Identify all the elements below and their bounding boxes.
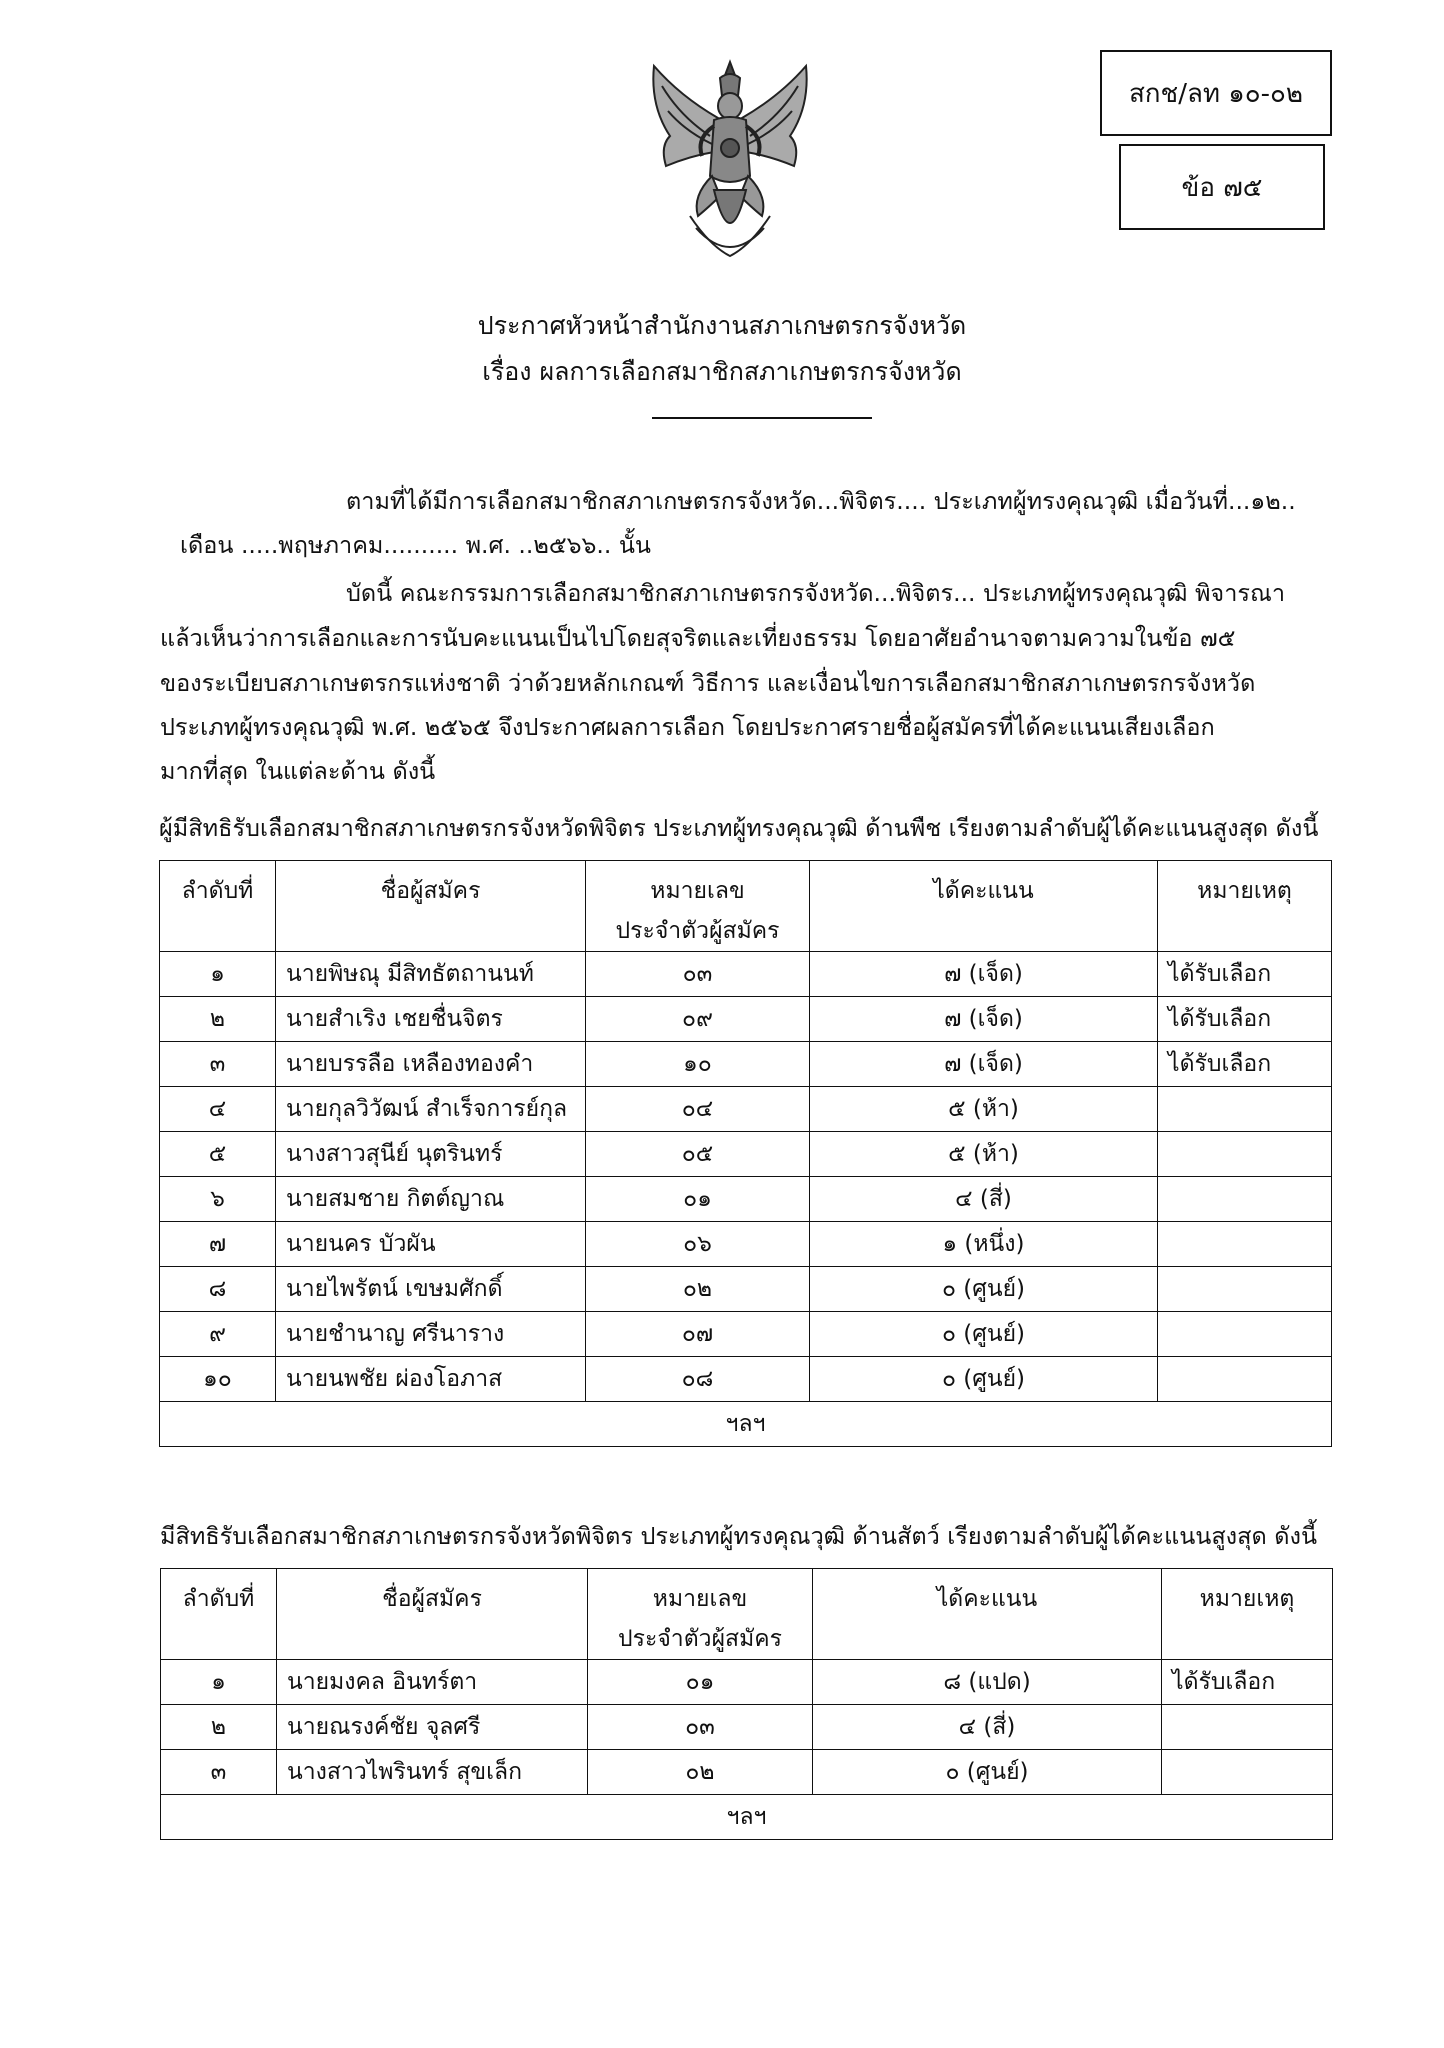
cell-remark (1158, 1267, 1332, 1312)
cell-number: ๐๑ (586, 1177, 810, 1222)
clause-box (1119, 144, 1325, 230)
cell-name: นายชำนาญ ศรีนาราง (276, 1312, 586, 1357)
cell-rank: ๖ (160, 1177, 276, 1222)
header-number-line-2: ประจำตัวผู้สมัคร (615, 918, 780, 944)
cell-score: ๔ (สี่) (810, 1177, 1158, 1222)
cell-score: ๑ (หนึ่ง) (810, 1222, 1158, 1267)
table-row (160, 1132, 1332, 1177)
cell-remark (1158, 1222, 1332, 1267)
cell-score: ๐ (ศูนย์) (810, 1312, 1158, 1357)
cell-remark: ได้รับเลือก (1158, 952, 1332, 997)
cell-number: ๐๗ (586, 1312, 810, 1357)
cell-rank: ๑ (160, 952, 276, 997)
cell-remark (1162, 1705, 1333, 1750)
cell-rank: ๑ (161, 1660, 277, 1705)
table-row (161, 1750, 1333, 1795)
header-rank: ลำดับที่ (161, 1569, 277, 1660)
cell-remark: ได้รับเลือก (1158, 997, 1332, 1042)
header-number-line-1: หมายเลข (650, 878, 745, 904)
cell-score: ๐ (ศูนย์) (810, 1267, 1158, 1312)
cell-remark: ได้รับเลือก (1162, 1660, 1333, 1705)
cell-score: ๐ (ศูนย์) (813, 1750, 1162, 1795)
cell-score: ๐ (ศูนย์) (810, 1357, 1158, 1402)
cell-name: นายสมชาย กิตต์ญาณ (276, 1177, 586, 1222)
header-number (588, 1569, 813, 1660)
table-row (160, 1177, 1332, 1222)
cell-score: ๔ (สี่) (813, 1705, 1162, 1750)
cell-remark (1162, 1750, 1333, 1795)
cell-name: นางสาวสุนีย์ นุตรินทร์ (276, 1132, 586, 1177)
cell-name: นายนพชัย ผ่องโอภาส (276, 1357, 586, 1402)
paragraph-2-line-4: ประเภทผู้ทรงคุณวุฒิ พ.ศ. ๒๕๖๕ จึงประกาศผลการเลือก โดยประกาศรายชื่อผู้สมัครที่ได้คะแนนเสียงเลือก (160, 713, 1215, 741)
cell-score: ๗ (เจ็ด) (810, 952, 1158, 997)
table-row (160, 1042, 1332, 1087)
header-score: ได้คะแนน (813, 1569, 1162, 1660)
table-row (161, 1705, 1333, 1750)
header-score: ได้คะแนน (810, 861, 1158, 952)
cell-name: นายกุลวิวัฒน์ สำเร็จการย์กุล (276, 1087, 586, 1132)
results-table-plants (159, 860, 1332, 1447)
cell-name: นายไพรัตน์ เขษมศักดิ์ (276, 1267, 586, 1312)
cell-number: ๐๙ (586, 997, 810, 1042)
cell-score: ๕ (ห้า) (810, 1132, 1158, 1177)
cell-name: นางสาวไพรินทร์ สุขเล็ก (277, 1750, 588, 1795)
cell-rank: ๓ (161, 1750, 277, 1795)
paragraph-2-line-2: แล้วเห็นว่าการเลือกและการนับคะแนนเป็นไปโดยสุจริตและเที่ยงธรรม โดยอาศัยอำนาจตามความในข้อ ๗๕ (160, 624, 1236, 652)
cell-number: ๐๘ (586, 1357, 810, 1402)
cell-number: ๐๖ (586, 1222, 810, 1267)
cell-name: นายบรรลือ เหลืองทองคำ (276, 1042, 586, 1087)
table-header-row (160, 861, 1332, 952)
header-remark: หมายเหตุ (1158, 861, 1332, 952)
table-row (160, 1222, 1332, 1267)
section-1-caption: ผู้มีสิทธิรับเลือกสมาชิกสภาเกษตรกรจังหวัดพิจิตร ประเภทผู้ทรงคุณวุฒิ ด้านพืช เรียงตามลำดับผู้ได้คะแนนสูงสุด ดังนี้ (159, 814, 1319, 842)
document-subject: เรื่อง ผลการเลือกสมาชิกสภาเกษตรกรจังหวัด (482, 357, 962, 386)
header-name: ชื่อผู้สมัคร (276, 861, 586, 952)
cell-score: ๗ (เจ็ด) (810, 1042, 1158, 1087)
cell-rank: ๔ (160, 1087, 276, 1132)
cell-number: ๐๕ (586, 1132, 810, 1177)
table-row (160, 952, 1332, 997)
cell-name: นายพิษณุ มีสิทธัตถานนท์ (276, 952, 586, 997)
table-etc-row (161, 1795, 1333, 1840)
cell-number: ๐๒ (586, 1267, 810, 1312)
cell-name: นายณรงค์ชัย จุลศรี (277, 1705, 588, 1750)
paragraph-2-line-3: ของระเบียบสภาเกษตรกรแห่งชาติ ว่าด้วยหลักเกณฑ์ วิธีการ และเงื่อนไขการเลือกสมาชิกสภาเกษตรกรจังหวัด (160, 669, 1256, 697)
header-name: ชื่อผู้สมัคร (277, 1569, 588, 1660)
cell-number: ๐๔ (586, 1087, 810, 1132)
cell-score: ๕ (ห้า) (810, 1087, 1158, 1132)
paragraph-1-line-2: เดือน .....พฤษภาคม.......... พ.ศ. ..๒๕๖๖.. นั้น (180, 531, 651, 559)
cell-remark (1158, 1087, 1332, 1132)
etc-cell: ฯลฯ (160, 1402, 1332, 1447)
cell-number: ๐๓ (588, 1705, 813, 1750)
cell-number: ๐๓ (586, 952, 810, 997)
cell-remark (1158, 1132, 1332, 1177)
clause-label: ข้อ ๗๕ (1181, 172, 1263, 203)
results-table-animals (160, 1568, 1333, 1840)
cell-rank: ๗ (160, 1222, 276, 1267)
document-title: ประกาศหัวหน้าสำนักงานสภาเกษตรกรจังหวัด (477, 311, 967, 340)
table-etc-row (160, 1402, 1332, 1447)
form-code-box (1100, 50, 1332, 136)
header-rank: ลำดับที่ (160, 861, 276, 952)
cell-rank: ๙ (160, 1312, 276, 1357)
cell-name: นายนคร บัวผัน (276, 1222, 586, 1267)
cell-rank: ๑๐ (160, 1357, 276, 1402)
table-row (161, 1660, 1333, 1705)
cell-number: ๑๐ (586, 1042, 810, 1087)
header-number (586, 861, 810, 952)
table-row (160, 997, 1332, 1042)
form-code: สกช/ลท ๑๐-๐๒ (1128, 78, 1304, 109)
etc-cell: ฯลฯ (161, 1795, 1333, 1840)
cell-remark (1158, 1177, 1332, 1222)
paragraph-1-line-1: ตามที่ได้มีการเลือกสมาชิกสภาเกษตรกรจังหวัด...พิจิตร.... ประเภทผู้ทรงคุณวุฒิ เมื่อวันที่...๑๒.. (346, 487, 1296, 515)
table-header-row (161, 1569, 1333, 1660)
paragraph-2-line-5: มากที่สุด ในแต่ละด้าน ดังนี้ (160, 757, 436, 785)
header-remark: หมายเหตุ (1162, 1569, 1333, 1660)
cell-number: ๐๑ (588, 1660, 813, 1705)
cell-remark (1158, 1312, 1332, 1357)
cell-rank: ๒ (161, 1705, 277, 1750)
header-number-line-2: ประจำตัวผู้สมัคร (618, 1626, 782, 1652)
paragraph-2-line-1: บัดนี้ คณะกรรมการเลือกสมาชิกสภาเกษตรกรจังหวัด...พิจิตร... ประเภทผู้ทรงคุณวุฒิ พิจารณา (346, 579, 1286, 607)
table-row (160, 1312, 1332, 1357)
section-2-caption: มีสิทธิรับเลือกสมาชิกสภาเกษตรกรจังหวัดพิจิตร ประเภทผู้ทรงคุณวุฒิ ด้านสัตว์ เรียงตามลำดับผู้ได้คะแนนสูงสุด ดังนี้ (160, 1522, 1318, 1550)
cell-rank: ๕ (160, 1132, 276, 1177)
cell-remark (1158, 1357, 1332, 1402)
cell-remark: ได้รับเลือก (1158, 1042, 1332, 1087)
garuda-emblem-icon (640, 56, 820, 266)
cell-score: ๗ (เจ็ด) (810, 997, 1158, 1042)
table-row (160, 1357, 1332, 1402)
cell-name: นายมงคล อินทร์ตา (277, 1660, 588, 1705)
cell-rank: ๓ (160, 1042, 276, 1087)
cell-score: ๘ (แปด) (813, 1660, 1162, 1705)
table-row (160, 1267, 1332, 1312)
cell-number: ๐๒ (588, 1750, 813, 1795)
cell-rank: ๒ (160, 997, 276, 1042)
header-number-line-1: หมายเลข (652, 1586, 748, 1612)
title-divider (652, 417, 872, 419)
cell-name: นายสำเริง เชยชื่นจิตร (276, 997, 586, 1042)
table-row (160, 1087, 1332, 1132)
cell-rank: ๘ (160, 1267, 276, 1312)
